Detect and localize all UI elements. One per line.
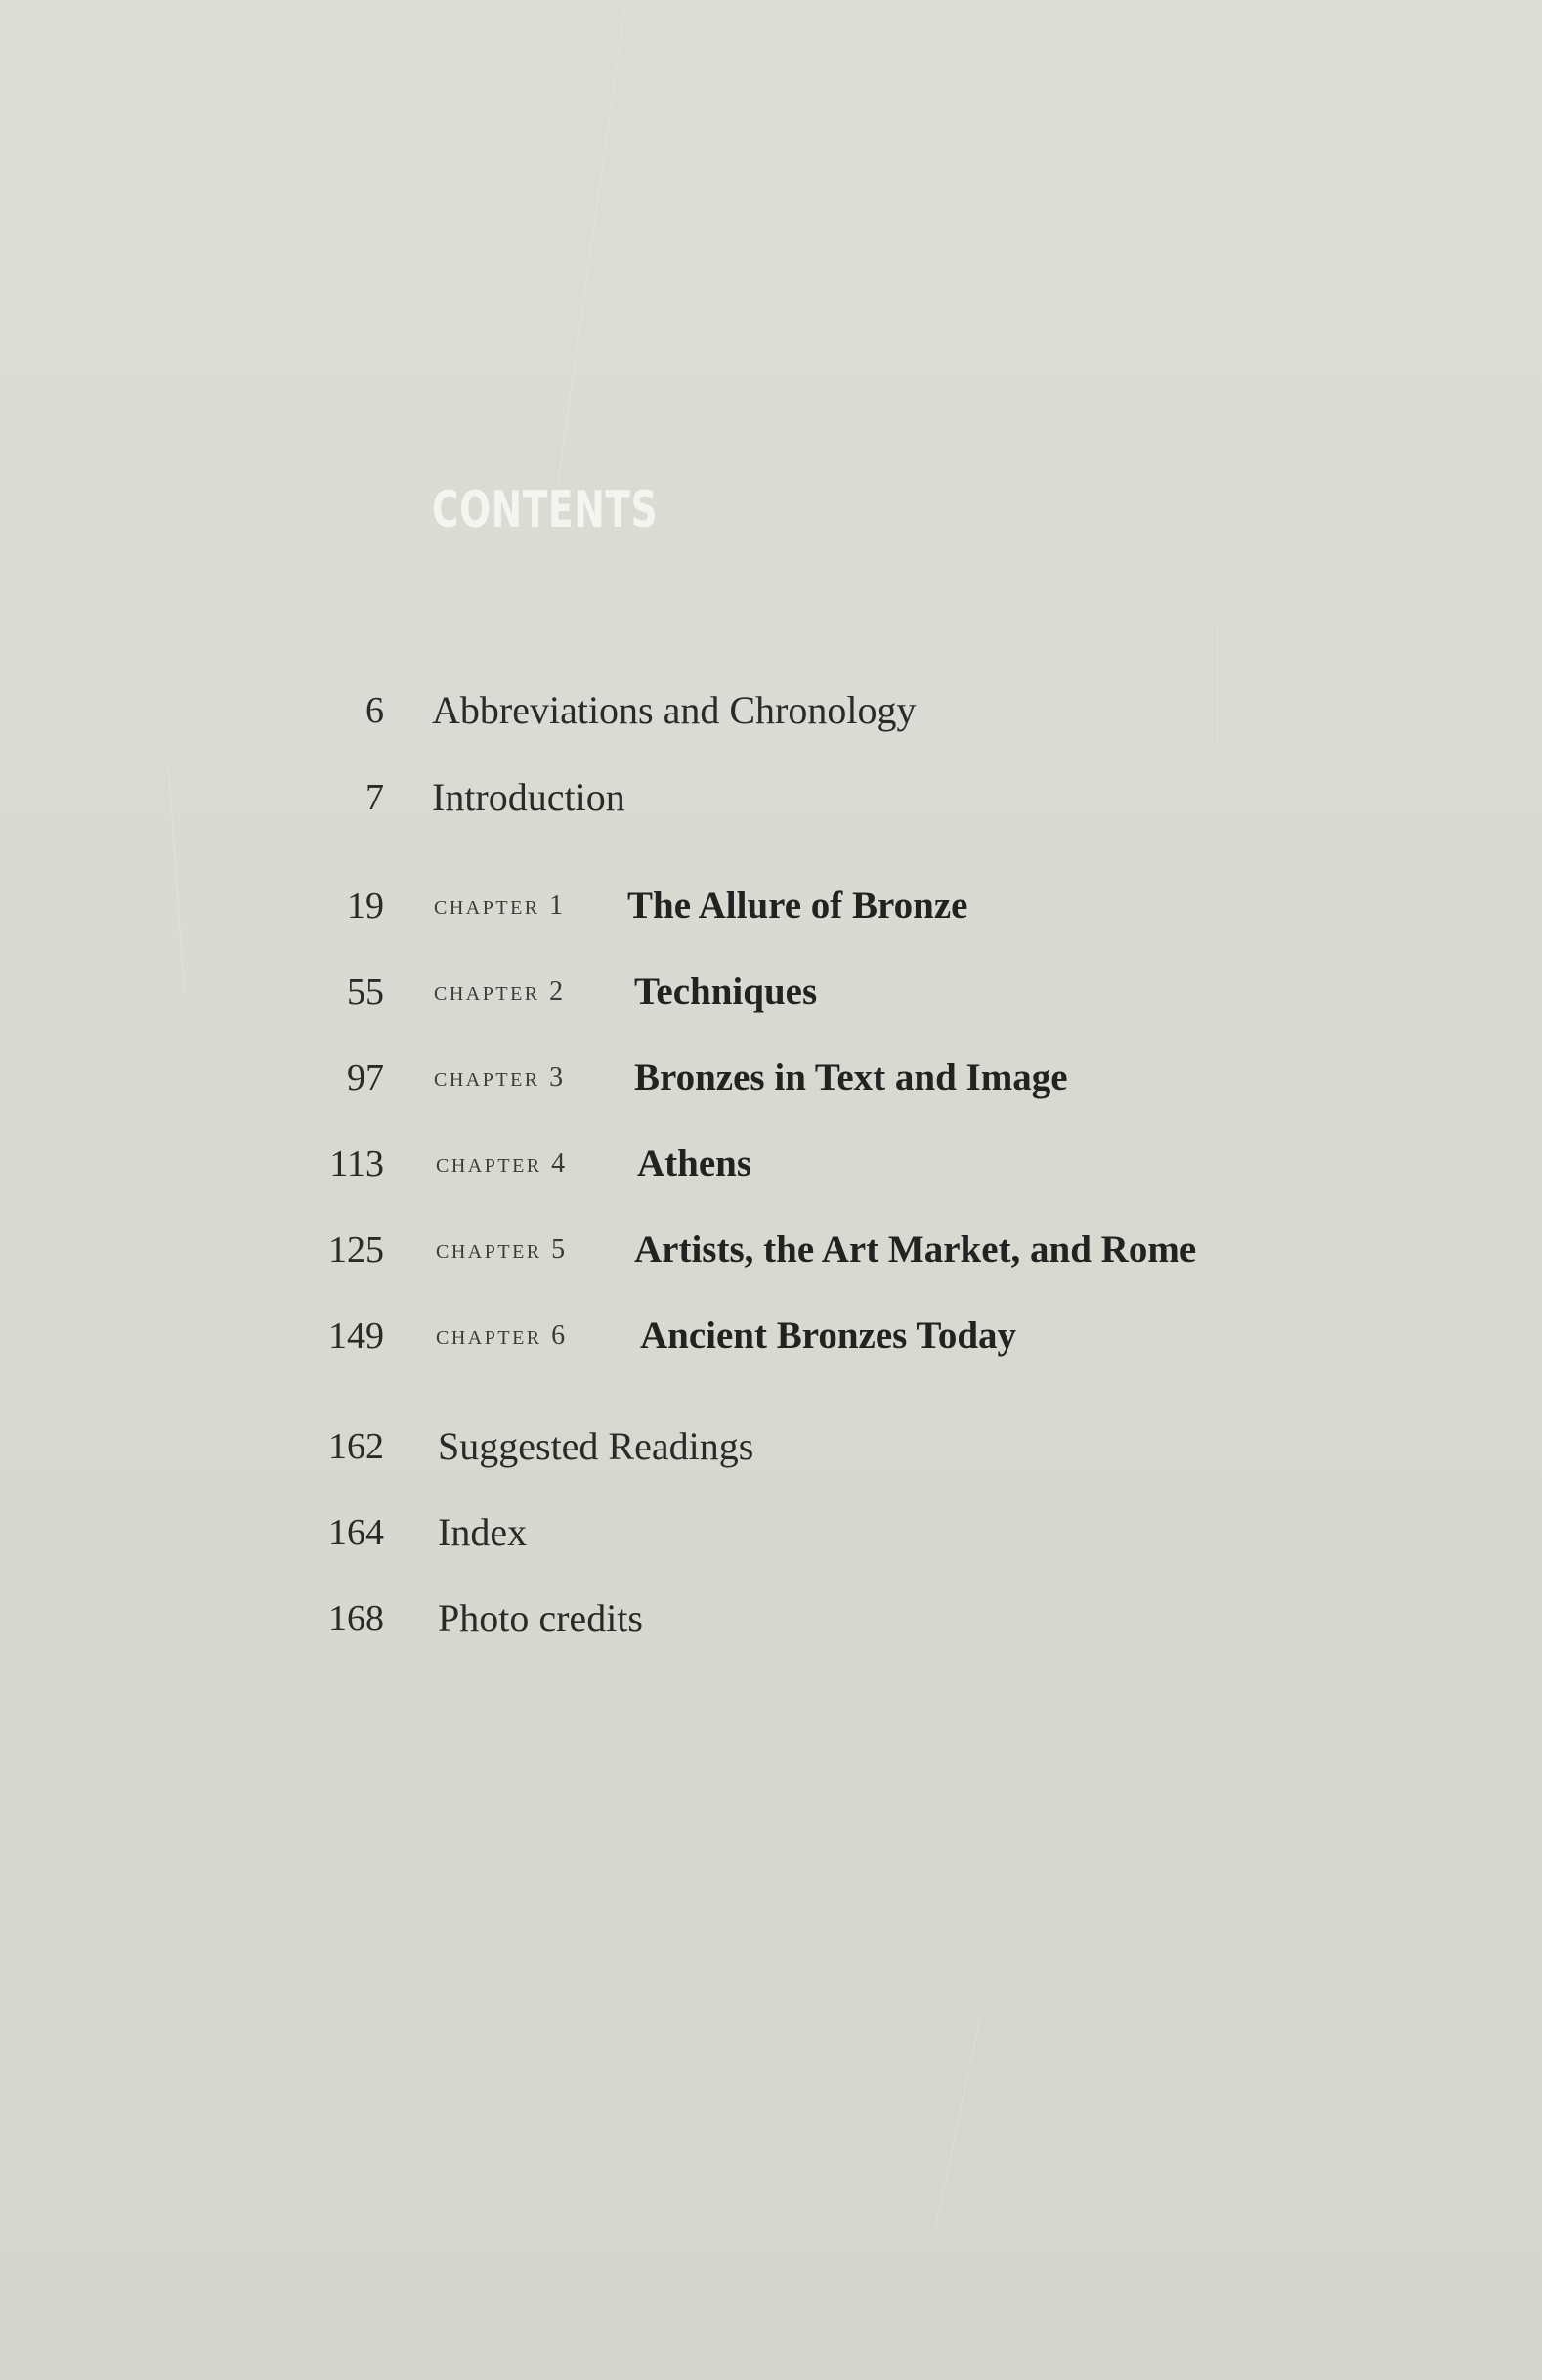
toc-entry-front-matter: [0, 768, 1542, 827]
paper-scratch: [552, 0, 626, 523]
page-number: 149: [328, 1316, 384, 1357]
chapter-title: Ancient Bronzes Today: [640, 1315, 1017, 1357]
chapter-title: Artists, the Art Market, and Rome: [634, 1229, 1197, 1271]
toc-entry-back-matter: [0, 1589, 1542, 1648]
page-number: 113: [329, 1144, 384, 1185]
chapter-title: Techniques: [634, 971, 818, 1013]
page-number: 6: [365, 690, 384, 731]
page-number: 168: [328, 1598, 384, 1639]
entry-title: Abbreviations and Chronology: [432, 688, 917, 732]
toc-entry-chapter: [0, 963, 1542, 1021]
page-number: 162: [328, 1426, 384, 1467]
page-number: 125: [328, 1230, 384, 1271]
toc-entry-front-matter: [0, 681, 1542, 740]
paper-scratch: [935, 2015, 981, 2226]
chapter-number: chapter 4: [436, 1148, 568, 1179]
toc-entry-chapter: [0, 1135, 1542, 1193]
page-number: 55: [347, 972, 384, 1013]
toc-entry-chapter: [0, 1307, 1542, 1365]
entry-title: Introduction: [432, 775, 625, 819]
entry-title: Index: [438, 1510, 528, 1554]
toc-entry-back-matter: [0, 1503, 1542, 1562]
entry-title: Photo credits: [438, 1596, 643, 1640]
chapter-title: The Allure of Bronze: [627, 885, 968, 927]
chapter-title: Bronzes in Text and Image: [634, 1057, 1068, 1099]
chapter-number: chapter 3: [434, 1062, 566, 1093]
chapter-number: chapter 2: [434, 976, 566, 1007]
chapter-number: chapter 1: [434, 890, 566, 921]
page-number: 97: [347, 1058, 384, 1099]
page-number: 164: [328, 1512, 384, 1553]
toc-entry-chapter: [0, 1049, 1542, 1107]
toc-entry-chapter: [0, 877, 1542, 935]
contents-heading: CONTENTS: [432, 481, 659, 540]
toc-entry-chapter: [0, 1221, 1542, 1279]
entry-title: Suggested Readings: [438, 1424, 754, 1468]
toc-entry-back-matter: [0, 1417, 1542, 1476]
page-number: 19: [347, 886, 384, 927]
page-number: 7: [365, 777, 384, 818]
chapter-number: chapter 6: [436, 1320, 568, 1351]
chapter-title: Athens: [637, 1143, 752, 1185]
chapter-number: chapter 5: [436, 1234, 568, 1265]
